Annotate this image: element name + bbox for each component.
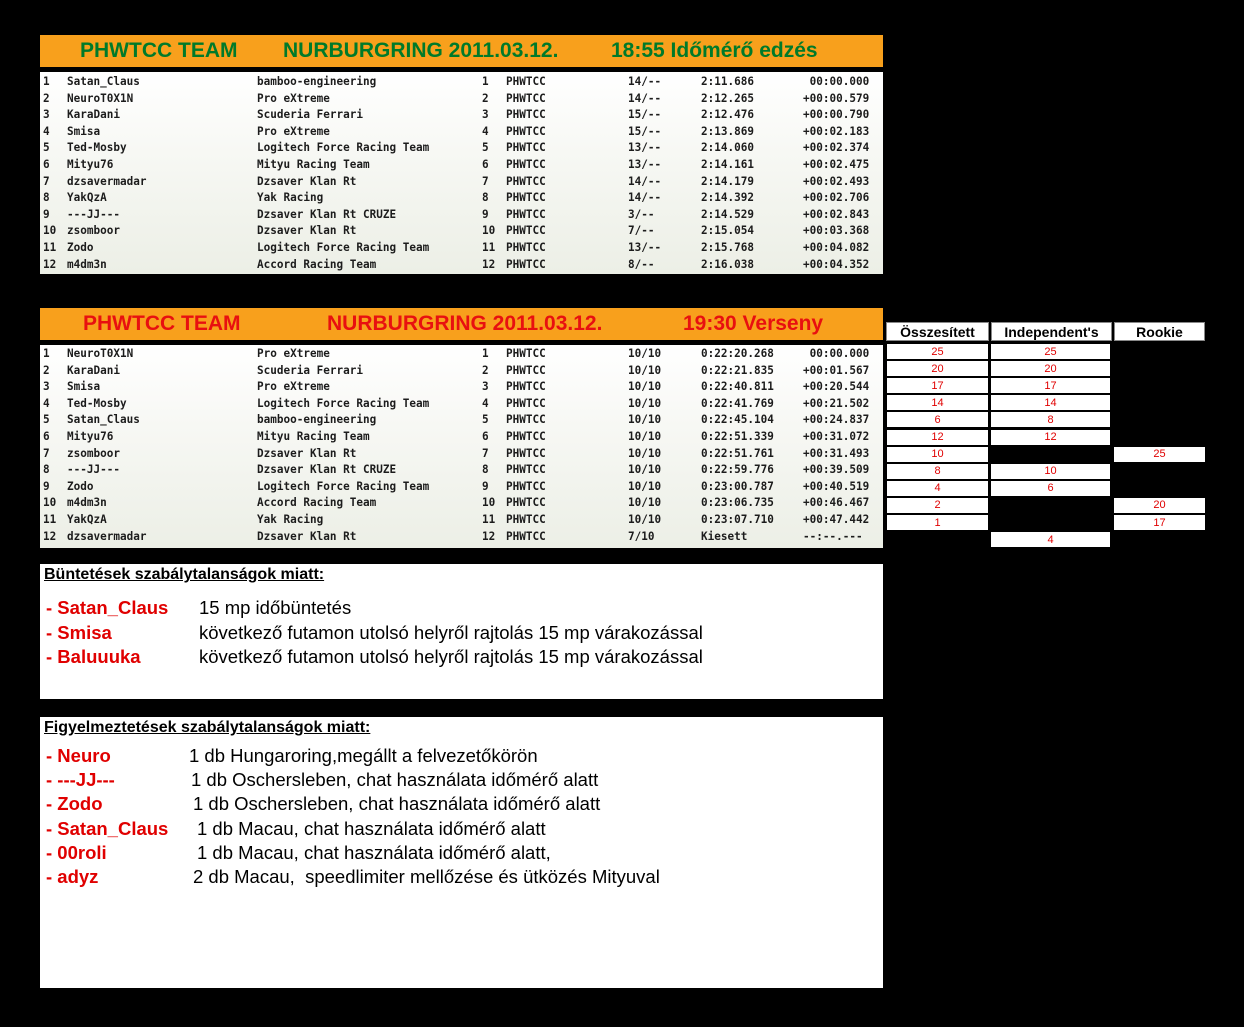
- driver-cell: Smisa: [67, 379, 101, 394]
- time-cell: 2:13.869: [701, 124, 754, 139]
- gap-cell: +00:03.368: [803, 223, 870, 238]
- notice-driver: - Neuro: [46, 745, 111, 766]
- points-cell: 17: [991, 378, 1110, 393]
- result-row: [40, 528, 883, 545]
- driver-cell: Satan_Claus: [67, 74, 140, 89]
- driver-cell: Zodo: [67, 240, 94, 255]
- laps-cell: 14/--: [628, 190, 662, 205]
- time-cell: 0:23:06.735: [701, 495, 774, 510]
- driver-cell: Mityu76: [67, 157, 114, 172]
- time-cell: 2:14.060: [701, 141, 754, 155]
- class-cell: PHWTCC: [506, 190, 546, 205]
- notice-driver: - Baluuuka: [46, 646, 141, 667]
- class-cell: PHWTCC: [506, 223, 546, 238]
- notice-text: következő futamon utolsó helyről rajtolás 15 mp várakozással: [199, 621, 703, 643]
- result-row: [40, 445, 883, 462]
- time-cell: 2:14.529: [701, 207, 754, 222]
- team-cell: bamboo-engineering: [257, 74, 377, 89]
- number-cell: 3: [482, 379, 489, 394]
- laps-cell: 15/--: [628, 107, 662, 122]
- driver-cell: NeuroT0X1N: [67, 91, 134, 105]
- team-cell: Dzsaver Klan Rt: [257, 174, 357, 188]
- position-cell: 10: [43, 223, 57, 238]
- points-cell: 25: [1114, 447, 1205, 462]
- points-header: Összesített: [886, 322, 989, 341]
- class-cell: PHWTCC: [506, 363, 546, 377]
- driver-cell: Ted-Mosby: [67, 141, 127, 155]
- number-cell: 6: [482, 157, 489, 172]
- time-cell: 2:12.476: [701, 107, 754, 122]
- team-cell: Pro eXtreme: [257, 124, 330, 139]
- position-cell: 12: [43, 529, 57, 543]
- time-cell: 2:15.768: [701, 240, 754, 255]
- driver-cell: Ted-Mosby: [67, 396, 127, 411]
- time-cell: 0:22:20.268: [701, 346, 774, 361]
- gap-cell: +00:04.352: [803, 257, 870, 271]
- time-cell: 2:16.038: [701, 257, 754, 271]
- class-cell: PHWTCC: [506, 91, 546, 105]
- result-row: [40, 107, 883, 124]
- driver-cell: YakQzA: [67, 190, 107, 205]
- number-cell: 4: [482, 124, 489, 139]
- laps-cell: 14/--: [628, 174, 662, 188]
- number-cell: 5: [482, 141, 489, 155]
- result-row: [40, 495, 883, 512]
- class-cell: PHWTCC: [506, 446, 546, 460]
- number-cell: 11: [482, 240, 496, 255]
- result-row: [40, 429, 883, 446]
- points-cell: 12: [887, 430, 988, 445]
- driver-cell: m4dm3n: [67, 495, 107, 510]
- position-cell: 2: [43, 363, 50, 377]
- result-row: [40, 395, 883, 412]
- notice-driver: - Satan_Claus: [46, 817, 169, 839]
- position-cell: 2: [43, 91, 50, 105]
- gap-cell: +00:31.072: [803, 429, 870, 444]
- time-cell: 0:22:51.339: [701, 429, 774, 444]
- time-cell: 2:14.392: [701, 190, 754, 205]
- position-cell: 11: [43, 240, 57, 255]
- class-cell: PHWTCC: [506, 462, 546, 477]
- points-cell: 20: [887, 361, 988, 376]
- gap-cell: +00:39.509: [803, 462, 870, 477]
- laps-cell: 14/--: [628, 91, 662, 105]
- team-cell: Scuderia Ferrari: [257, 107, 363, 122]
- number-cell: 12: [482, 529, 496, 543]
- class-cell: PHWTCC: [506, 346, 546, 361]
- driver-cell: ---JJ---: [67, 207, 120, 222]
- notice-driver: - ---JJ---: [46, 769, 115, 791]
- points-header: Rookie: [1114, 322, 1205, 341]
- laps-cell: 10/10: [628, 379, 662, 394]
- time-cell: 2:15.054: [701, 223, 754, 238]
- class-cell: PHWTCC: [506, 479, 546, 494]
- team-cell: Logitech Force Racing Team: [257, 141, 430, 155]
- team-cell: Mityu Racing Team: [257, 429, 370, 444]
- points-cell: 17: [1114, 515, 1205, 530]
- laps-cell: 3/--: [628, 207, 655, 222]
- team-cell: Dzsaver Klan Rt: [257, 446, 357, 460]
- position-cell: 5: [43, 413, 50, 427]
- time-cell: 2:12.265: [701, 91, 754, 105]
- class-cell: PHWTCC: [506, 257, 546, 271]
- result-row: [40, 240, 883, 257]
- driver-cell: NeuroT0X1N: [67, 346, 134, 361]
- race-team: PHWTCC TEAM: [83, 312, 241, 335]
- laps-cell: 10/10: [628, 462, 662, 477]
- class-cell: PHWTCC: [506, 207, 546, 222]
- notice-driver: - 00roli: [46, 841, 107, 863]
- laps-cell: 13/--: [628, 157, 662, 172]
- gap-cell: +00:02.374: [803, 141, 870, 155]
- team-cell: Pro eXtreme: [257, 91, 330, 105]
- points-cell: 8: [991, 412, 1110, 427]
- team-cell: Pro eXtreme: [257, 379, 330, 394]
- team-cell: Dzsaver Klan Rt: [257, 223, 357, 238]
- position-cell: 7: [43, 174, 50, 188]
- notice-text: 1 db Oschersleben, chat használata időmérő alatt: [191, 769, 599, 791]
- qualifying-track: NURBURGRING 2011.03.12.: [283, 39, 559, 62]
- points-header: Independent's: [991, 322, 1112, 341]
- time-cell: 0:22:21.835: [701, 363, 774, 377]
- gap-cell: +00:20.544: [803, 379, 870, 394]
- number-cell: 1: [482, 74, 489, 89]
- result-row: [40, 362, 883, 379]
- time-cell: 0:23:07.710: [701, 512, 774, 527]
- team-cell: Accord Racing Team: [257, 495, 377, 510]
- gap-cell: +00:40.519: [803, 479, 870, 494]
- notice-text: 1 db Macau, chat használata időmérő alatt,: [197, 841, 551, 863]
- laps-cell: 10/10: [628, 479, 662, 494]
- gap-cell: +00:02.706: [803, 190, 870, 205]
- result-row: [40, 123, 883, 140]
- points-cell: 6: [991, 481, 1110, 496]
- notice-driver: - adyz: [46, 866, 99, 887]
- laps-cell: 13/--: [628, 141, 662, 155]
- gap-cell: +00:02.475: [803, 157, 870, 172]
- points-cell: 20: [1114, 498, 1205, 513]
- position-cell: 12: [43, 257, 57, 271]
- gap-cell: +00:02.493: [803, 174, 870, 188]
- result-row: [40, 173, 883, 190]
- gap-cell: +00:47.442: [803, 512, 870, 527]
- position-cell: 4: [43, 396, 50, 411]
- result-row: [40, 462, 883, 479]
- race-track: NURBURGRING 2011.03.12.: [327, 312, 603, 335]
- team-cell: Yak Racing: [257, 190, 324, 205]
- position-cell: 10: [43, 495, 57, 510]
- points-cell: 14: [887, 395, 988, 410]
- gap-cell: +00:00.579: [803, 91, 870, 105]
- gap-cell: +00:04.082: [803, 240, 870, 255]
- laps-cell: 10/10: [628, 363, 662, 377]
- points-cell: 20: [991, 361, 1110, 376]
- team-cell: Pro eXtreme: [257, 346, 330, 361]
- qualifying-banner: [40, 35, 883, 67]
- notice-driver: - Smisa: [46, 621, 112, 643]
- number-cell: 2: [482, 91, 489, 105]
- laps-cell: 13/--: [628, 240, 662, 255]
- position-cell: 7: [43, 446, 50, 460]
- number-cell: 5: [482, 413, 489, 427]
- result-row: [40, 90, 883, 107]
- number-cell: 9: [482, 207, 489, 222]
- laps-cell: 7/--: [628, 223, 655, 238]
- points-cell: 17: [887, 378, 988, 393]
- laps-cell: 14/--: [628, 74, 662, 89]
- qualifying-team: PHWTCC TEAM: [80, 39, 238, 62]
- number-cell: 7: [482, 174, 489, 188]
- gap-cell: +00:31.493: [803, 446, 870, 460]
- points-cell: 12: [991, 430, 1110, 445]
- gap-cell: +00:02.183: [803, 124, 870, 139]
- driver-cell: KaraDani: [67, 363, 120, 377]
- points-cell: 2: [887, 498, 988, 513]
- result-row: [40, 346, 883, 363]
- notice-driver: - Satan_Claus: [46, 597, 169, 618]
- driver-cell: Mityu76: [67, 429, 114, 444]
- team-cell: Dzsaver Klan Rt CRUZE: [257, 462, 397, 477]
- result-row: [40, 74, 883, 91]
- driver-cell: m4dm3n: [67, 257, 107, 271]
- position-cell: 11: [43, 512, 57, 527]
- points-cell: 4: [991, 532, 1110, 547]
- driver-cell: Satan_Claus: [67, 413, 140, 427]
- class-cell: PHWTCC: [506, 413, 546, 427]
- number-cell: 2: [482, 363, 489, 377]
- class-cell: PHWTCC: [506, 174, 546, 188]
- team-cell: Logitech Force Racing Team: [257, 396, 430, 411]
- number-cell: 8: [482, 462, 489, 477]
- gap-cell: +00:24.837: [803, 413, 870, 427]
- driver-cell: zsomboor: [67, 223, 120, 238]
- result-row: [40, 478, 883, 495]
- number-cell: 1: [482, 346, 489, 361]
- driver-cell: dzsavermadar: [67, 529, 147, 543]
- laps-cell: 8/--: [628, 257, 655, 271]
- position-cell: 1: [43, 346, 50, 361]
- position-cell: 1: [43, 74, 50, 89]
- gap-cell: 00:00.000: [803, 346, 870, 361]
- penalties-title: Büntetések szabálytalanságok miatt:: [44, 566, 325, 583]
- driver-cell: Zodo: [67, 479, 94, 494]
- result-row: [40, 379, 883, 396]
- number-cell: 3: [482, 107, 489, 122]
- time-cell: 0:22:45.104: [701, 413, 774, 427]
- result-row: [40, 206, 883, 223]
- points-cell: 10: [991, 464, 1110, 479]
- class-cell: PHWTCC: [506, 74, 546, 89]
- driver-cell: KaraDani: [67, 107, 120, 122]
- time-cell: 0:22:59.776: [701, 462, 774, 477]
- result-row: [40, 412, 883, 429]
- team-cell: Yak Racing: [257, 512, 324, 527]
- gap-cell: +00:01.567: [803, 363, 870, 377]
- warnings-panel: [40, 717, 883, 988]
- time-cell: 2:14.161: [701, 157, 754, 172]
- class-cell: PHWTCC: [506, 379, 546, 394]
- race-banner: [40, 308, 883, 340]
- result-row: [40, 223, 883, 240]
- driver-cell: zsomboor: [67, 446, 120, 460]
- number-cell: 10: [482, 223, 496, 238]
- team-cell: Accord Racing Team: [257, 257, 377, 271]
- driver-cell: YakQzA: [67, 512, 107, 527]
- class-cell: PHWTCC: [506, 429, 546, 444]
- points-cell: 25: [887, 344, 988, 359]
- gap-cell: +00:02.843: [803, 207, 870, 222]
- time-cell: 0:22:40.811: [701, 379, 774, 394]
- number-cell: 8: [482, 190, 489, 205]
- class-cell: PHWTCC: [506, 141, 546, 155]
- time-cell: 0:22:41.769: [701, 396, 774, 411]
- position-cell: 9: [43, 207, 50, 222]
- laps-cell: 10/10: [628, 446, 662, 460]
- team-cell: Logitech Force Racing Team: [257, 479, 430, 494]
- penalties-panel: [40, 564, 883, 699]
- position-cell: 8: [43, 462, 50, 477]
- number-cell: 10: [482, 495, 496, 510]
- class-cell: PHWTCC: [506, 107, 546, 122]
- class-cell: PHWTCC: [506, 495, 546, 510]
- time-cell: Kiesett: [701, 529, 748, 543]
- time-cell: 2:14.179: [701, 174, 754, 188]
- laps-cell: 10/10: [628, 413, 662, 427]
- points-cell: 14: [991, 395, 1110, 410]
- race-results-table: [40, 345, 883, 548]
- class-cell: PHWTCC: [506, 157, 546, 172]
- driver-cell: dzsavermadar: [67, 174, 147, 188]
- points-cell: 8: [887, 464, 988, 479]
- laps-cell: 15/--: [628, 124, 662, 139]
- laps-cell: 10/10: [628, 512, 662, 527]
- driver-cell: ---JJ---: [67, 462, 120, 477]
- team-cell: Scuderia Ferrari: [257, 363, 363, 377]
- class-cell: PHWTCC: [506, 124, 546, 139]
- position-cell: 8: [43, 190, 50, 205]
- gap-cell: +00:00.790: [803, 107, 870, 122]
- class-cell: PHWTCC: [506, 512, 546, 527]
- laps-cell: 10/10: [628, 346, 662, 361]
- position-cell: 4: [43, 124, 50, 139]
- points-cell: 4: [887, 481, 988, 496]
- position-cell: 6: [43, 157, 50, 172]
- number-cell: 6: [482, 429, 489, 444]
- number-cell: 4: [482, 396, 489, 411]
- notice-driver: - Zodo: [46, 793, 103, 815]
- number-cell: 7: [482, 446, 489, 460]
- team-cell: Dzsaver Klan Rt CRUZE: [257, 207, 397, 222]
- points-cell: 6: [887, 412, 988, 427]
- position-cell: 9: [43, 479, 50, 494]
- team-cell: bamboo-engineering: [257, 413, 377, 427]
- points-cell: 10: [887, 447, 988, 462]
- class-cell: PHWTCC: [506, 240, 546, 255]
- notice-text: 2 db Macau, speedlimiter mellőzése és ütközés Mityuval: [193, 866, 660, 887]
- position-cell: 5: [43, 141, 50, 155]
- laps-cell: 10/10: [628, 429, 662, 444]
- warnings-title: Figyelmeztetések szabálytalanságok miatt:: [44, 719, 371, 736]
- gap-cell: +00:21.502: [803, 396, 870, 411]
- team-cell: Dzsaver Klan Rt: [257, 529, 357, 543]
- result-row: [40, 140, 883, 157]
- result-row: [40, 256, 883, 273]
- time-cell: 2:11.686: [701, 74, 754, 89]
- points-cell: 25: [991, 344, 1110, 359]
- gap-cell: --:--.---: [803, 529, 863, 543]
- notice-text: 1 db Oschersleben, chat használata időmérő alatt: [193, 793, 601, 815]
- number-cell: 11: [482, 512, 496, 527]
- qualifying-session: 18:55 Időmérő edzés: [611, 39, 818, 62]
- gap-cell: +00:46.467: [803, 495, 870, 510]
- class-cell: PHWTCC: [506, 529, 546, 543]
- position-cell: 3: [43, 379, 50, 394]
- team-cell: Mityu Racing Team: [257, 157, 370, 172]
- notice-text: 1 db Macau, chat használata időmérő alatt: [197, 817, 546, 839]
- notice-text: 1 db Hungaroring,megállt a felvezetőkörön: [189, 745, 538, 766]
- gap-cell: 00:00.000: [803, 74, 870, 89]
- class-cell: PHWTCC: [506, 396, 546, 411]
- time-cell: 0:22:51.761: [701, 446, 774, 460]
- notice-text: következő futamon utolsó helyről rajtolás 15 mp várakozással: [199, 646, 703, 667]
- laps-cell: 7/10: [628, 529, 655, 543]
- laps-cell: 10/10: [628, 396, 662, 411]
- position-cell: 3: [43, 107, 50, 122]
- qualifying-results-table: [40, 72, 883, 274]
- notice-text: 15 mp időbüntetés: [199, 597, 352, 618]
- driver-cell: Smisa: [67, 124, 101, 139]
- number-cell: 12: [482, 257, 496, 271]
- result-row: [40, 190, 883, 207]
- laps-cell: 10/10: [628, 495, 662, 510]
- result-row: [40, 512, 883, 529]
- points-cell: 1: [887, 515, 988, 530]
- time-cell: 0:23:00.787: [701, 479, 774, 494]
- number-cell: 9: [482, 479, 489, 494]
- position-cell: 6: [43, 429, 50, 444]
- team-cell: Logitech Force Racing Team: [257, 240, 430, 255]
- race-session: 19:30 Verseny: [683, 312, 824, 335]
- result-row: [40, 157, 883, 174]
